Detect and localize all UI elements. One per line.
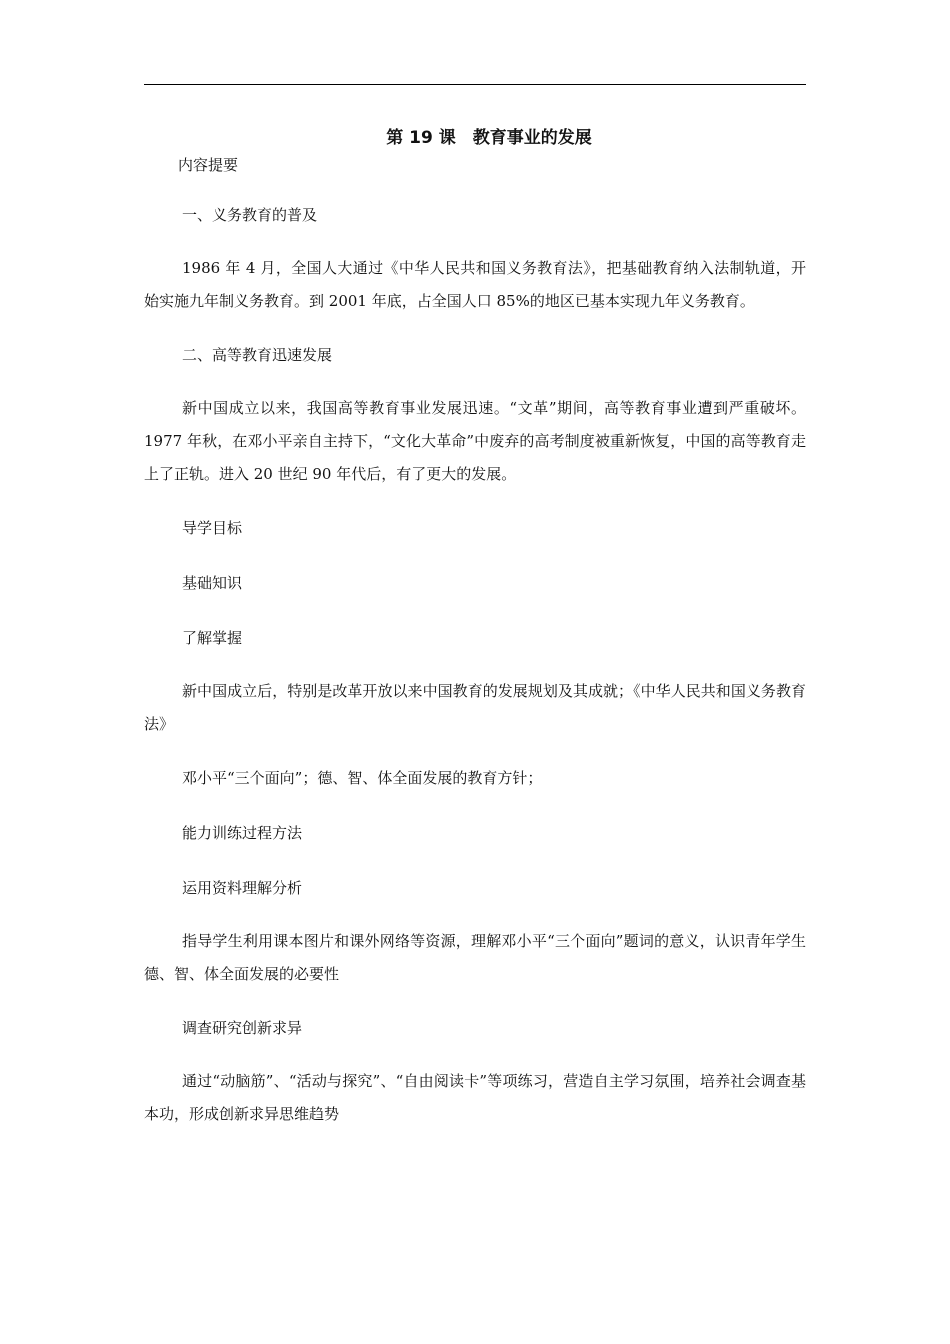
section2-paragraph: 新中国成立以来，我国高等教育事业发展迅速。“文革”期间，高等教育事业遭到严重破坏。1977 年秋，在邓小平亲自主持下，“文化大革命”中废弃的高考制度被重新恢复，中国的高等教育走上了正轨。进入 20 世纪 90 年代后，有了更大的发展。 [144,399,806,483]
lesson-title: 第 19 课 教育事业的发展 [386,128,592,148]
understand-heading: 了解掌握 [182,629,243,647]
analysis-paragraph: 指导学生利用课本图片和课外网络等资源，理解邓小平“三个面向”题词的意义，认识青年学生德、智、体全面发展的必要性 [144,932,806,983]
goals-heading: 导学目标 [182,519,243,537]
deng-principles-line: 邓小平“三个面向”；德、智、体全面发展的教育方针； [182,769,543,787]
summary-heading: 内容提要 [178,156,239,174]
section2-heading: 二、高等教育迅速发展 [182,346,333,364]
understand-paragraph: 新中国成立后，特别是改革开放以来中国教育的发展规划及其成就；《中华人民共和国义务教育法》 [144,682,806,733]
basic-knowledge-heading: 基础知识 [182,574,243,592]
research-heading: 调查研究创新求异 [182,1019,303,1037]
header-rule [144,84,806,85]
analysis-heading: 运用资料理解分析 [182,879,303,897]
document-body [144,124,806,1131]
section1-heading: 一、义务教育的普及 [182,206,318,224]
ability-heading: 能力训练过程方法 [182,824,303,842]
research-paragraph: 通过“动脑筋”、“活动与探究”、“自由阅读卡”等项练习，营造自主学习氛围，培养社会调查基本功，形成创新求异思维趋势 [144,1072,806,1123]
section1-paragraph: 1986 年 4 月，全国人大通过《中华人民共和国义务教育法》，把基础教育纳入法制轨道，开始实施九年制义务教育。到 2001 年底，占全国人口 85%的地区已基本实现九年义务教育。 [144,259,806,310]
